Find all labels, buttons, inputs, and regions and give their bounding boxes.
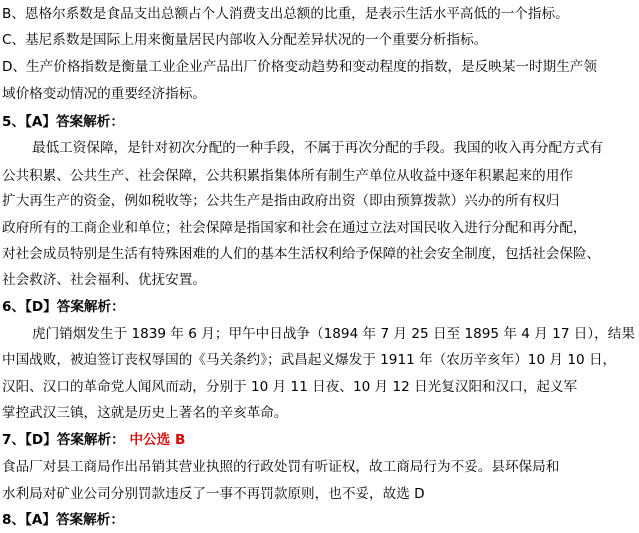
q6-line-2: 中国战败，被迫签订丧权辱国的《马关条约》；武昌起义爆发于 1911 年（农历辛亥年）10 月 10 日， (2, 352, 617, 368)
q6-line-3: 汉阳、汉口的革命党人闻风而动，分别于 10 月 11 日夜、10 月 12 日光复汉阳和汉口，起义军 (2, 379, 578, 395)
q5-line-3: 扩大再生产的资金，例如税收等；公共生产是指由政府出资（即由预算拨款）兴办的所有权归 (2, 193, 560, 209)
q5-line-1: 最低工资保障，是针对初次分配的一种手段，不属于再次分配的手段。我国的收入再分配方式有 (32, 140, 603, 156)
q7-line-1: 食品厂对县工商局作出吊销其营业执照的行政处罚有听证权，故工商局行为不妥。县环保局和 (2, 459, 560, 475)
q5-line-5: 对社会成员特别是生活有特殊困难的人们的基本生活权利给予保障的社会安全制度，包括社会保险、 (2, 246, 601, 262)
q6-heading: 6、【D】答案解析： (2, 299, 125, 315)
q7-heading-row (2, 428, 185, 452)
option-d-text-line1: D、生产价格指数是衡量工业企业产品出厂价格变动趋势和变动程度的指数，是反映某一时期生产领 (2, 59, 597, 75)
option-d-text-line2: 域价格变动情况的重要经济指标。 (2, 86, 206, 102)
option-b-text: B、恩格尔系数是食品支出总额占个人消费支出总额的比重，是表示生活水平高低的一个指标。 (2, 6, 569, 22)
q6-line-1: 虎门销烟发生于 1839 年 6 月；甲午中日战争（1894 年 7 月 25 日至 1895 年 4 月 17 日），结果 (32, 326, 635, 342)
q7-line-2: 水利局对矿业公司分别罚款违反了一事不再罚款原则，也不妥，故选 D (2, 486, 425, 502)
q5-line-4: 政府所有的工商企业和单位；社会保障是指国家和社会在通过立法对国民收入进行分配和再分配， (2, 220, 587, 236)
q5-line-2: 公共积累、公共生产、社会保障，公共积累指集体所有制生产单位从收益中逐年积累起来的用作 (2, 168, 573, 184)
q5-heading: 5、【A】答案解析： (2, 114, 124, 130)
option-c-text: C、基尼系数是国际上用来衡量居民内部收入分配差异状况的一个重要分析指标。 (2, 32, 488, 48)
q6-line-4: 掌控武汉三镇，这就是历史上著名的辛亥革命。 (2, 405, 288, 421)
q7-heading: 7、【D】答案解析： (2, 432, 125, 448)
q7-accent-answer: 中公选 B (129, 432, 186, 448)
q5-line-6: 社会救济、社会福利、优抚安置。 (2, 272, 206, 288)
q8-heading: 8、【A】答案解析： (2, 512, 124, 528)
